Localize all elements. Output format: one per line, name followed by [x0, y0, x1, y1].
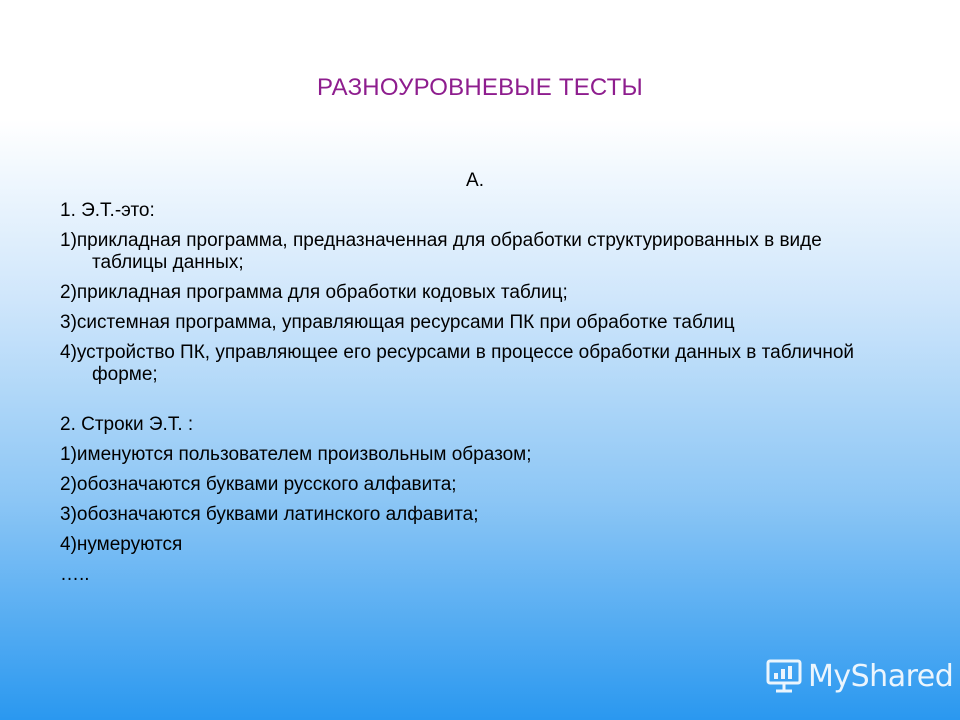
- spacer: [60, 394, 880, 414]
- q2-option-4: 4)нумеруются: [60, 534, 183, 555]
- q2-option-3: 3)обозначаются буквами латинского алфавита;: [60, 504, 479, 525]
- slide-title: РАЗНОУРОВНЕВЫЕ ТЕСТЫ: [317, 74, 643, 101]
- q2-option-1: 1)именуются пользователем произвольным образом;: [60, 444, 532, 465]
- watermark-logo: [766, 656, 953, 696]
- ellipsis: …..: [60, 564, 90, 585]
- question-1: 1. Э.Т.-это:: [60, 200, 155, 221]
- question-2: 2. Строки Э.Т. :: [60, 414, 194, 435]
- presentation-board-icon: [766, 659, 802, 693]
- q1-option-4: 4)устройство ПК, управляющее его ресурсами в процессе обработки данных в табличной форме;: [60, 342, 855, 385]
- q2-option-2: 2)обозначаются буквами русского алфавита;: [60, 474, 457, 495]
- watermark-text: MyShared: [808, 658, 954, 694]
- q1-option-3: 3)системная программа, управляющая ресурсами ПК при обработке таблиц: [60, 312, 735, 333]
- section-label: А.: [466, 170, 484, 191]
- q1-option-2: 2)прикладная программа для обработки кодовых таблиц;: [60, 282, 568, 303]
- slide-content: [60, 170, 880, 594]
- q1-option-1: 1)прикладная программа, предназначенная для обработки структурированных в виде таблицы данных;: [60, 230, 822, 273]
